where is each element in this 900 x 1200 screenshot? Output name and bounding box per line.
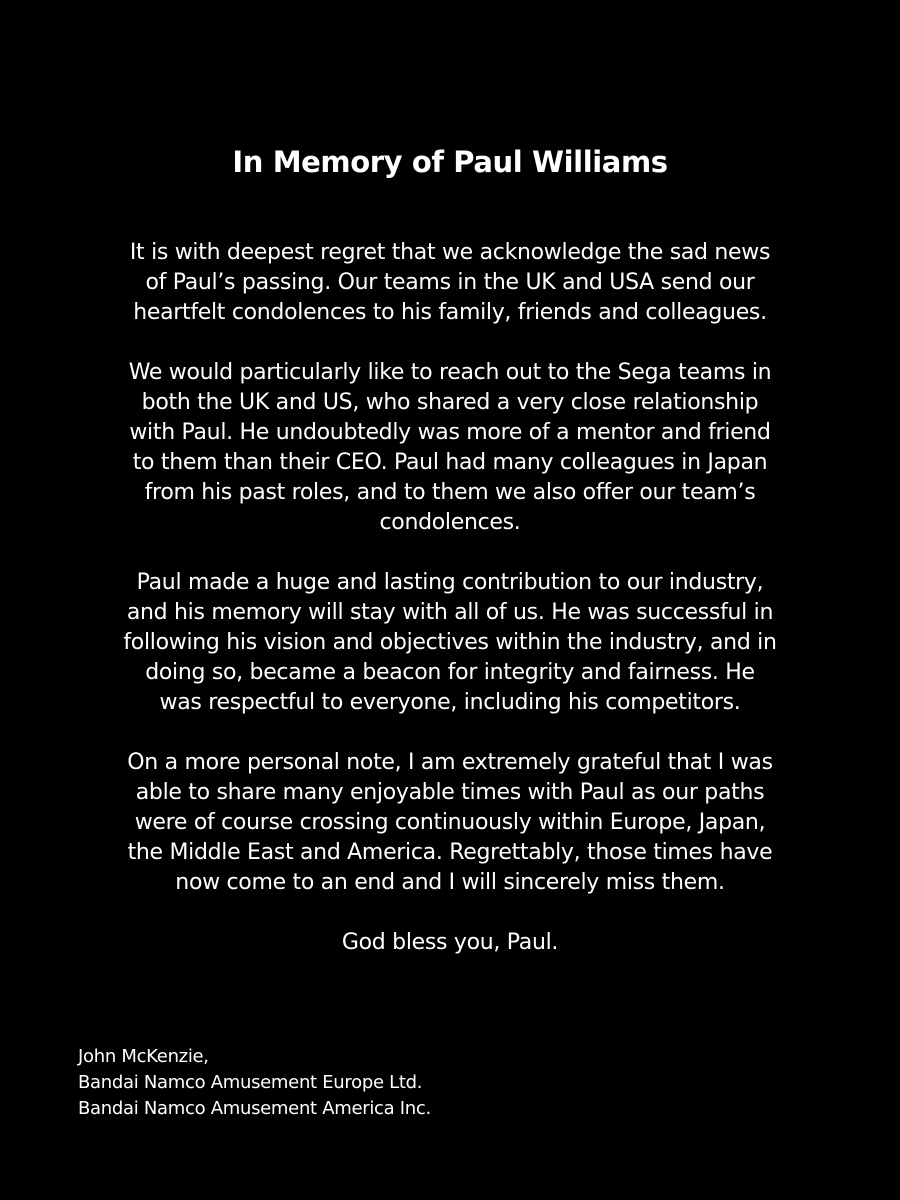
- text-line: God bless you, Paul.: [341, 930, 559, 955]
- text-line: heartfelt condolences to his family, friends and colleagues.: [133, 300, 767, 325]
- paragraph-3: [55, 568, 845, 718]
- signatory-name: John McKenzie,: [78, 1046, 209, 1067]
- paragraph-4: [55, 748, 845, 898]
- memorial-message: [55, 238, 845, 988]
- text-line: from his past roles, and to them we also offer our team’s: [144, 480, 756, 505]
- company-america: Bandai Namco Amusement America Inc.: [78, 1098, 431, 1119]
- text-line: doing so, became a beacon for integrity and fairness. He: [145, 660, 755, 685]
- text-line: following his vision and objectives within the industry, and in: [123, 630, 777, 655]
- text-line: On a more personal note, I am extremely grateful that I was: [127, 750, 773, 775]
- text-line: to them than their CEO. Paul had many colleagues in Japan: [132, 450, 768, 475]
- text-line: We would particularly like to reach out to the Sega teams in: [128, 360, 772, 385]
- signature-block: [78, 1044, 778, 1122]
- paragraph-1: [55, 238, 845, 328]
- text-line: and his memory will stay with all of us. He was successful in: [126, 600, 774, 625]
- company-europe: Bandai Namco Amusement Europe Ltd.: [78, 1072, 423, 1093]
- text-line: was respectful to everyone, including his competitors.: [159, 690, 741, 715]
- text-line: Paul made a huge and lasting contribution to our industry,: [136, 570, 764, 595]
- text-line: were of course crossing continuously within Europe, Japan,: [134, 810, 766, 835]
- text-line: of Paul’s passing. Our teams in the UK and USA send our: [145, 270, 755, 295]
- text-line: with Paul. He undoubtedly was more of a mentor and friend: [129, 420, 771, 445]
- text-line: It is with deepest regret that we acknowledge the sad news: [129, 240, 771, 265]
- text-line: the Middle East and America. Regrettably, those times have: [127, 840, 773, 865]
- closing-blessing: [55, 928, 845, 958]
- text-line: able to share many enjoyable times with Paul as our paths: [135, 780, 765, 805]
- text-line: both the UK and US, who shared a very close relationship: [141, 390, 759, 415]
- page-title: In Memory of Paul Williams: [232, 145, 668, 179]
- text-line: condolences.: [379, 510, 521, 535]
- paragraph-2: [55, 358, 845, 538]
- text-line: now come to an end and I will sincerely miss them.: [175, 870, 725, 895]
